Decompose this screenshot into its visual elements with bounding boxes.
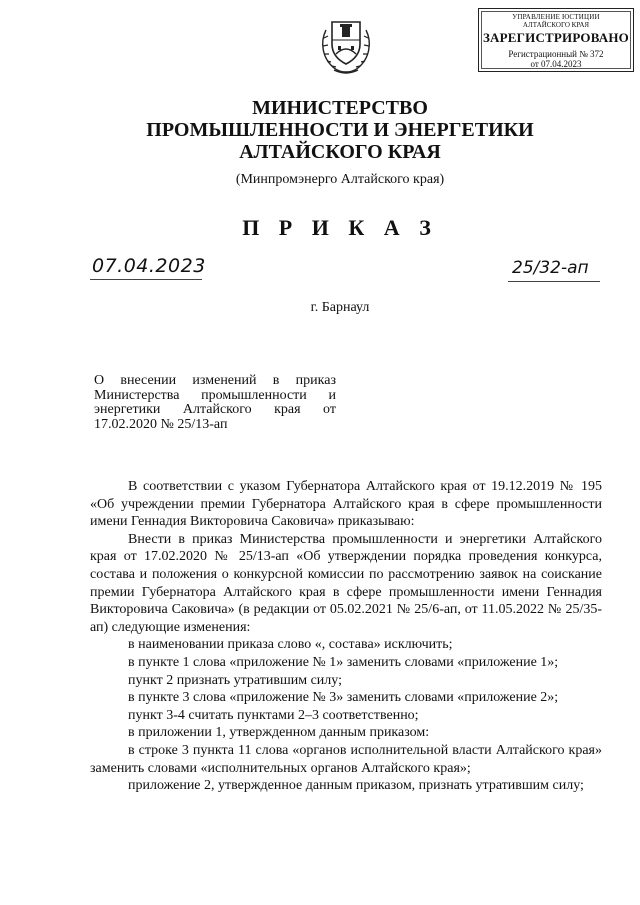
stamp-registered-label: ЗАРЕГИСТРИРОВАНО — [483, 30, 629, 45]
ministry-title-line3: АЛТАЙСКОГО КРАЯ — [239, 141, 441, 163]
body-paragraph-item: приложение 2, утвержденное данным приказом, признать утратившим силу; — [128, 778, 584, 794]
registration-stamp — [478, 8, 634, 72]
document-type-title: П Р И К А З — [242, 215, 438, 240]
body-paragraph-item: пункт 2 признать утратившим силу; — [128, 672, 342, 688]
stamp-registration-date: от 07.04.2023 — [530, 59, 582, 69]
ministry-title-line2: ПРОМЫШЛЕННОСТИ И ЭНЕРГЕТИКИ — [146, 119, 534, 141]
handwritten-date: 07.04.2023 — [92, 255, 206, 277]
stamp-authority-line1: УПРАВЛЕНИЕ ЮСТИЦИИ — [512, 13, 600, 21]
stamp-registration-number: Регистрационный № 372 — [508, 49, 604, 59]
body-paragraph-item: в наименовании приказа слово «, состава» исключить; — [128, 637, 453, 653]
coat-of-arms-emblem — [316, 10, 376, 76]
body-paragraph-item: в пункте 3 слова «приложение № 3» заменить словами «приложение 2»; — [128, 690, 559, 706]
stamp-authority-line2: АЛТАЙСКОГО КРАЯ — [522, 21, 590, 29]
ministry-title-line1: МИНИСТЕРСТВО — [252, 97, 428, 119]
document-body — [90, 478, 602, 795]
number-underline — [508, 281, 600, 282]
date-underline — [90, 279, 202, 280]
body-paragraph-item: в пункте 1 слова «приложение № 1» заменить словами «приложение 1»; — [128, 654, 559, 670]
body-paragraph-item: пункт 3-4 считать пунктами 2–3 соответственно; — [128, 707, 419, 723]
body-paragraph-item: в строке 3 пункта 11 слова «органов исполнительной власти Алтайского края» заменить словами «исполнительных органов Алтайского края»; — [90, 742, 602, 776]
document-subject: О внесении изменений в приказ Министерства промышленности и энергетики Алтайского края от 17.02.2020 № 25/13-ап — [94, 373, 336, 432]
body-paragraph-item: в приложении 1, утвержденном данным приказом: — [128, 725, 430, 741]
body-paragraph-main: Внести в приказ Министерства промышленности и энергетики Алтайского края от 17.02.2020 № 25/13-ап «Об утверждении порядка проведения конкурса, состава и положения о конкурсной комиссии по рассмотрению заявок на соискание премии Губернатора Алтайского края в сфере промышленности имени Геннадия Викторовича Саковича» (в редакции от 05.02.2021 № 25/6-ап, от 11.05.2022 № 25/35-ап) следующие изменения: — [90, 531, 602, 635]
ministry-abbreviation: (Минпромэнерго Алтайского края) — [235, 172, 445, 187]
handwritten-order-number: 25/32-ап — [512, 258, 589, 278]
city-name: г. Барнаул — [310, 300, 370, 315]
body-paragraph-preamble: В соответствии с указом Губернатора Алтайского края от 19.12.2019 № 195 «Об учреждении премии Губернатора Алтайского края в сфере промышленности имени Геннадия Викторовича Саковича» приказываю: — [90, 479, 602, 530]
